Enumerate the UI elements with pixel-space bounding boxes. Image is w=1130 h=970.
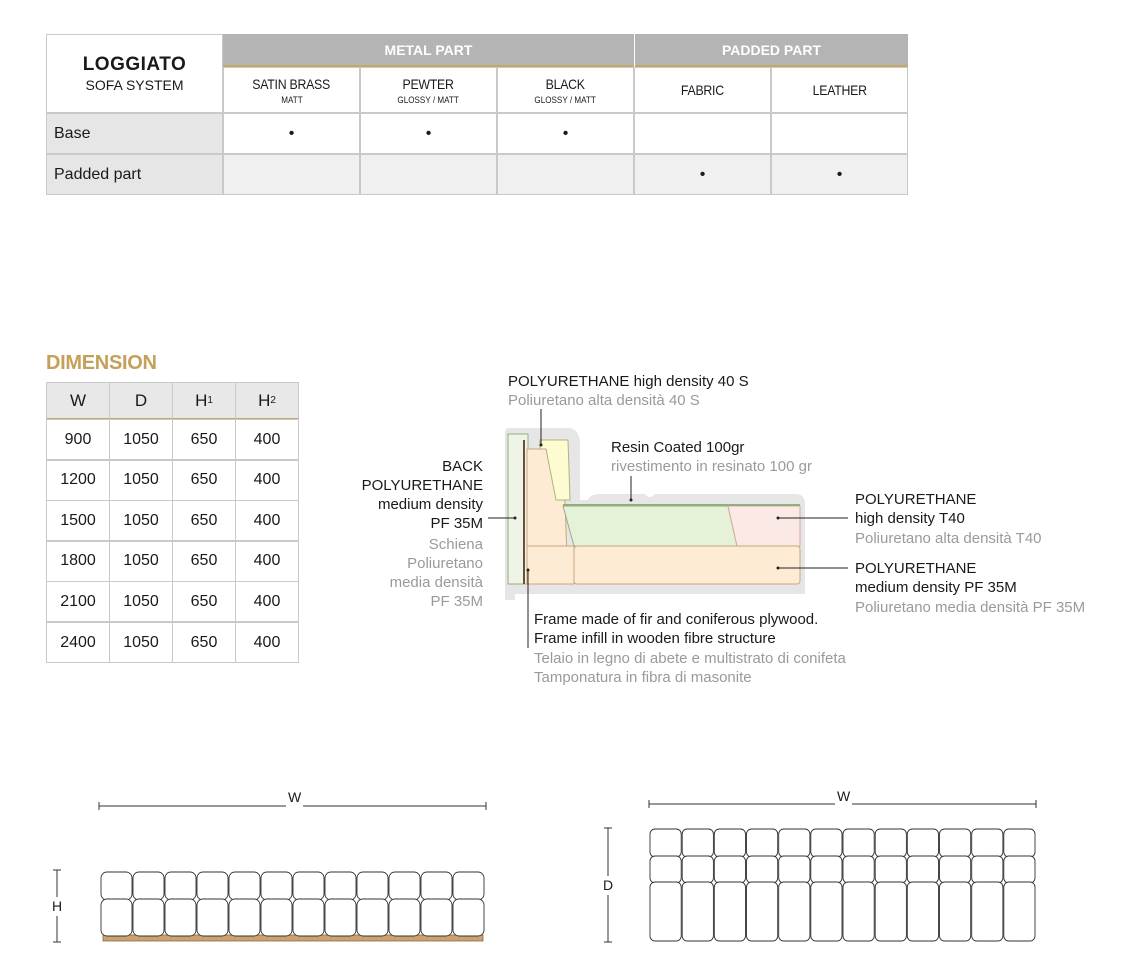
- label-line: Frame made of fir and coniferous plywood.: [534, 611, 819, 628]
- label-line: Tamponatura in fibra di masonite: [534, 669, 752, 686]
- label-resin-en: Resin Coated 100gr: [611, 439, 745, 456]
- dimension-cell: 1050: [109, 541, 173, 582]
- plan-module-cushion: [972, 829, 1003, 857]
- header-main: H: [258, 390, 271, 410]
- plan-module-cushion: [779, 856, 810, 883]
- dimension-cell: 400: [235, 541, 299, 582]
- table-cell: •: [771, 154, 908, 195]
- table-cell: •: [497, 113, 634, 154]
- label-line: POLYURETHANE: [855, 491, 977, 508]
- front-module-cushion: [389, 899, 420, 936]
- plan-module-cushion: [940, 856, 971, 883]
- table-cell: •: [223, 113, 360, 154]
- front-module-cushion: [133, 899, 164, 936]
- plan-module-cushion: [650, 856, 681, 883]
- plan-module-cushion: [811, 829, 842, 857]
- front-module-cushion: [325, 872, 356, 900]
- front-module-cushion: [389, 872, 420, 900]
- plan-depth-label: D: [603, 877, 614, 893]
- plan-module-cushion: [682, 829, 713, 857]
- plan-module-cushion: [875, 856, 906, 883]
- dimension-cell: 650: [172, 581, 236, 622]
- plan-module-cushion: [875, 882, 906, 941]
- label-line: BACK: [442, 458, 483, 475]
- plan-module-cushion: [747, 856, 778, 883]
- front-module-cushion: [133, 872, 164, 900]
- dimension-cell: 1050: [109, 500, 173, 541]
- plan-module-cushion: [1004, 882, 1035, 941]
- dimension-cell: 400: [235, 500, 299, 541]
- row-label-padded-part: Padded part: [46, 154, 223, 195]
- front-module-cushion: [453, 872, 484, 900]
- plan-module-cushion: [1004, 829, 1035, 857]
- column-sub: MATT: [280, 94, 303, 105]
- plan-module-cushion: [972, 856, 1003, 883]
- dimension-cell: 650: [172, 622, 236, 663]
- dimension-cell: 650: [172, 541, 236, 582]
- plan-module-cushion: [875, 829, 906, 857]
- dimension-cell: 400: [235, 581, 299, 622]
- front-width-label: W: [288, 789, 302, 805]
- plan-module-cushion: [714, 829, 745, 857]
- front-module-cushion: [421, 872, 452, 900]
- dimension-cell: 1050: [109, 622, 173, 663]
- plan-module-cushion: [907, 882, 938, 941]
- plan-module-cushion: [1004, 856, 1035, 883]
- table-cell: •: [634, 154, 771, 195]
- dimension-cell: 1050: [109, 581, 173, 622]
- column-name: SATIN BRASS: [252, 75, 331, 92]
- front-height-label: H: [52, 898, 63, 914]
- dimension-cell: 650: [172, 419, 236, 460]
- front-module-cushion: [197, 899, 228, 936]
- label-top-foam-it: Poliuretano alta densità 40 S: [508, 392, 700, 409]
- plan-module-cushion: [811, 856, 842, 883]
- front-module-cushion: [357, 899, 388, 936]
- group-header-metal: METAL PART: [223, 34, 634, 67]
- plan-module-cushion: [682, 856, 713, 883]
- front-module-cushion: [261, 899, 292, 936]
- plan-module-cushion: [714, 882, 745, 941]
- plan-module-cushion: [650, 829, 681, 857]
- plan-module-cushion: [843, 856, 874, 883]
- front-module-cushion: [165, 872, 196, 900]
- plan-modules: [650, 829, 1035, 941]
- dimension-cell: 1200: [46, 460, 110, 501]
- column-name: FABRIC: [681, 82, 724, 98]
- plan-module-cushion: [843, 829, 874, 857]
- front-module-cushion: [293, 872, 324, 900]
- product-title: LOGGIATO: [82, 54, 187, 75]
- dimension-cell: 1050: [109, 460, 173, 501]
- column-name: LEATHER: [812, 82, 867, 98]
- column-name: BLACK: [545, 75, 586, 92]
- label-line: Schiena: [428, 536, 483, 553]
- front-module-cushion: [101, 872, 132, 900]
- plan-module-cushion: [779, 882, 810, 941]
- front-module-cushion: [261, 872, 292, 900]
- plan-module-cushion: [714, 856, 745, 883]
- group-header-padded: PADDED PART: [635, 34, 908, 67]
- header-main: H: [195, 390, 208, 410]
- dimension-cell: 650: [172, 460, 236, 501]
- front-module-cushion: [229, 899, 260, 936]
- dimension-title: DIMENSION: [46, 352, 157, 374]
- label-seat-it: Poliuretano alta densità T40: [855, 530, 1042, 547]
- plan-module-cushion: [940, 829, 971, 857]
- header-sub: 2: [270, 395, 276, 406]
- row-label-base: Base: [46, 113, 223, 154]
- label-line: Telaio in legno di abete e multistrato di conifeta: [534, 650, 846, 667]
- dimension-cell: 1800: [46, 541, 110, 582]
- dimension-cell: 1050: [109, 419, 173, 460]
- column-sub: GLOSSY / MATT: [397, 94, 460, 105]
- dimension-cell: 400: [235, 460, 299, 501]
- label-line: Poliuretano: [407, 555, 483, 572]
- plan-module-cushion: [747, 882, 778, 941]
- plan-module-cushion: [843, 882, 874, 941]
- front-modules: [101, 872, 484, 936]
- column-name: PEWTER: [402, 75, 455, 92]
- header-sub: 1: [207, 395, 213, 406]
- front-module-cushion: [325, 899, 356, 936]
- front-module-cushion: [293, 899, 324, 936]
- dimension-cell: 400: [235, 622, 299, 663]
- front-module-cushion: [453, 899, 484, 936]
- label-line: PF 35M: [430, 593, 483, 610]
- dimension-cell: 900: [46, 419, 110, 460]
- front-module-cushion: [357, 872, 388, 900]
- front-module-cushion: [197, 872, 228, 900]
- plan-module-cushion: [811, 882, 842, 941]
- plan-module-cushion: [907, 856, 938, 883]
- front-module-cushion: [165, 899, 196, 936]
- dimension-cell: 2400: [46, 622, 110, 663]
- plan-width-label: W: [837, 788, 851, 804]
- plan-module-cushion: [907, 829, 938, 857]
- plan-module-cushion: [779, 829, 810, 857]
- label-line: POLYURETHANE: [855, 560, 977, 577]
- product-subtitle: SOFA SYSTEM: [85, 77, 184, 93]
- header-main: W: [69, 390, 87, 410]
- dimension-cell: 650: [172, 500, 236, 541]
- dimension-cell: 1500: [46, 500, 110, 541]
- plan-module-cushion: [682, 882, 713, 941]
- label-line: medium density: [377, 496, 483, 513]
- label-line: PF 35M: [430, 515, 483, 532]
- plan-module-cushion: [972, 882, 1003, 941]
- dimension-cell: 2100: [46, 581, 110, 622]
- header-main: D: [134, 390, 148, 410]
- column-sub: GLOSSY / MATT: [534, 94, 597, 105]
- label-line: media densità: [389, 574, 483, 591]
- front-module-cushion: [101, 899, 132, 936]
- plan-module-cushion: [650, 882, 681, 941]
- front-module-cushion: [421, 899, 452, 936]
- plan-module-cushion: [940, 882, 971, 941]
- dimension-cell: 400: [235, 419, 299, 460]
- label-base-it: Poliuretano media densità PF 35M: [855, 599, 1086, 616]
- label-line: Frame infill in wooden fibre structure: [534, 630, 776, 647]
- label-line: POLYURETHANE: [361, 477, 483, 494]
- table-cell: •: [360, 113, 497, 154]
- plan-module-cushion: [747, 829, 778, 857]
- label-line: medium density PF 35M: [855, 579, 1017, 596]
- label-resin-it: rivestimento in resinato 100 gr: [611, 458, 812, 475]
- label-line: high density T40: [855, 510, 965, 527]
- label-top-foam-en: POLYURETHANE high density 40 S: [508, 373, 749, 390]
- front-module-cushion: [229, 872, 260, 900]
